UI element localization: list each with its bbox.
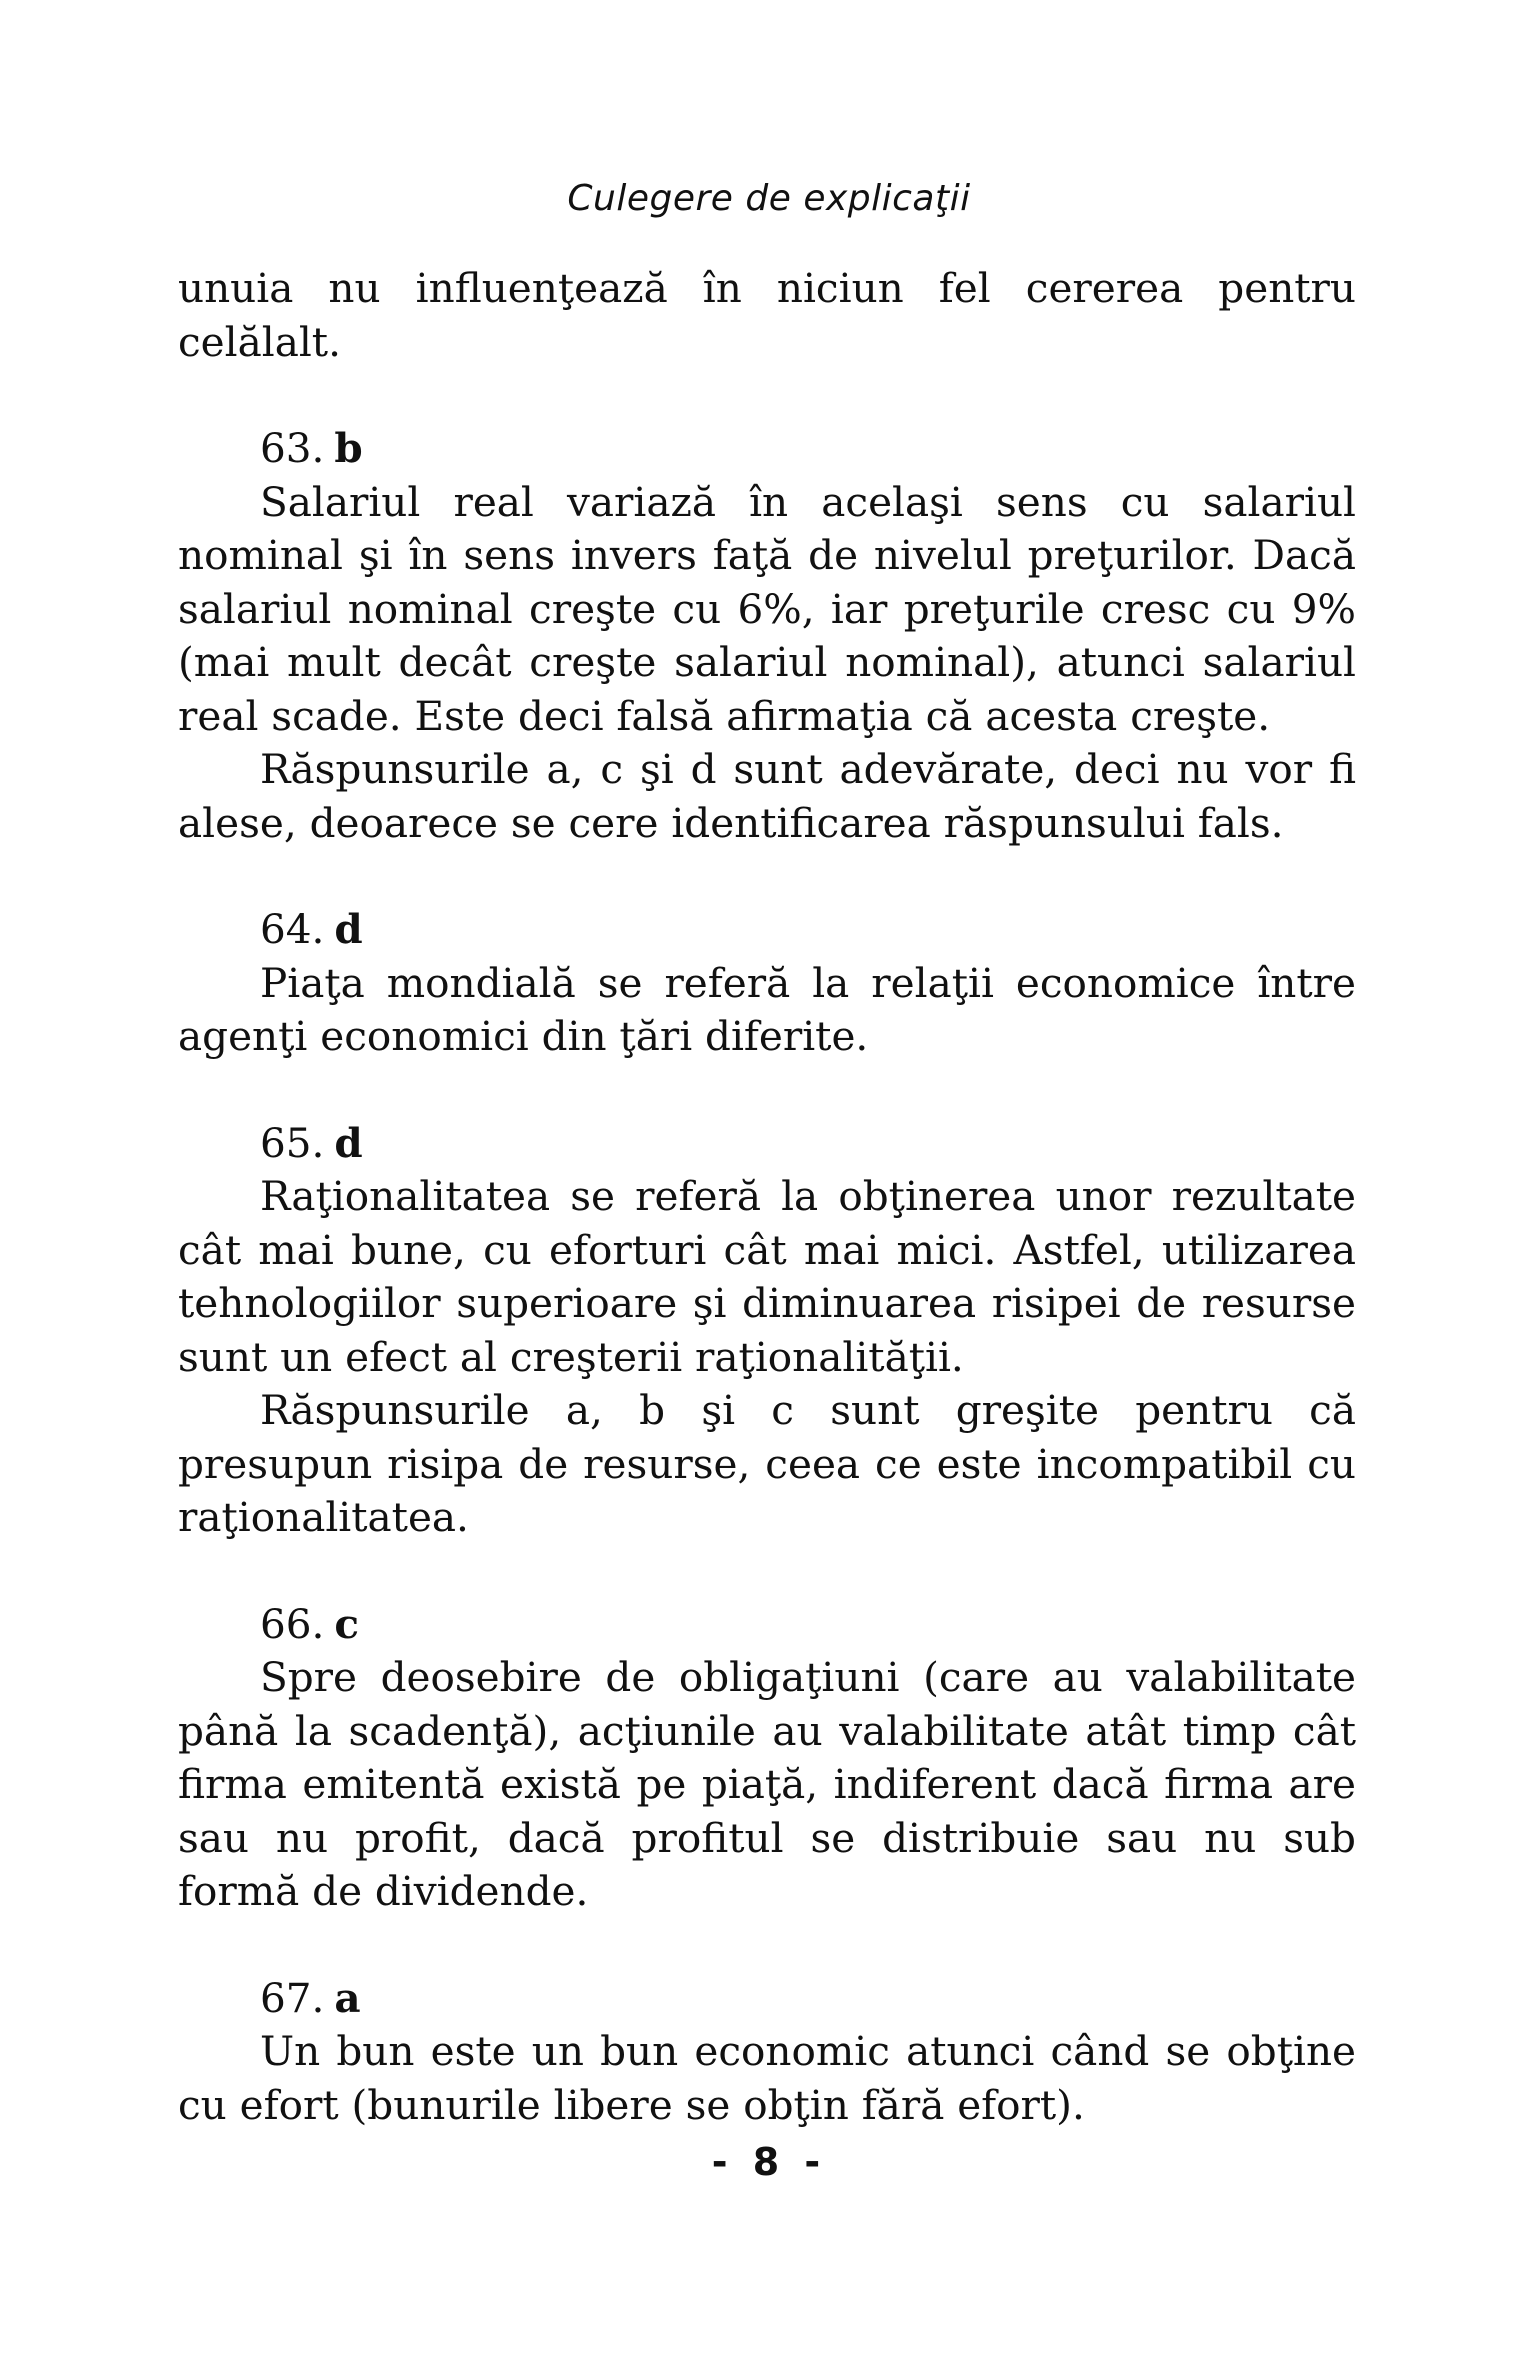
item-heading: [178, 1972, 1356, 2026]
page-number: - 8 -: [711, 2140, 827, 2184]
item-number: 64.: [260, 905, 325, 953]
answer-item-67: [178, 1972, 1356, 2133]
page-body: [178, 262, 1356, 2132]
item-number: 66.: [260, 1599, 325, 1648]
explanation-paragraph: Spre deosebire de obligaţiuni (care au valabilitate până la scadenţă), acţiunile au valabilitate atât timp cât firma emitentă există pe piaţă, indiferent dacă firma are sau nu profit, dacă profitul se distribuie sau nu sub formă de dividende.: [178, 1653, 1356, 1915]
explanation-paragraph: Răspunsurile a, b şi c sunt greşite pentru că presupun risipa de resurse, ceea ce este incompatibil cu raţionalitatea.: [178, 1386, 1356, 1541]
intro-paragraph: unuia nu influenţează în niciun fel cererea pentru celălalt.: [178, 264, 1356, 366]
item-heading: [178, 1598, 1356, 1652]
explanation-paragraph: Răspunsurile a, c şi d sunt adevărate, deci nu vor fi alese, deoarece se cere identificarea răspunsului fals.: [178, 745, 1356, 847]
answer-item-63: [178, 422, 1356, 850]
item-number: 65.: [260, 1118, 325, 1167]
answer-item-66: [178, 1598, 1356, 1919]
item-number: 63.: [260, 424, 325, 472]
explanation-paragraph: Salariul real variază în acelaşi sens cu salariul nominal şi în sens invers faţă de nivelul preţurilor. Dacă salariul nominal creşte cu 6%, iar preţurile cresc cu 9% (mai mult decât creşte salariul nominal), atunci salariul real scade. Este deci falsă afirmaţia că acesta creşte.: [178, 477, 1356, 740]
running-header: Culegere de explicaţii: [567, 178, 971, 219]
answer-item-64: [178, 903, 1356, 1064]
item-heading: [178, 903, 1356, 957]
explanation-paragraph: Piaţa mondială se referă la relaţii economice între agenţi economici din ţări diferite.: [178, 958, 1356, 1060]
item-heading: [178, 1117, 1356, 1171]
answer-letter: c: [334, 1599, 360, 1648]
explanation-paragraph: Un bun este un bun economic atunci când se obţine cu efort (bunurile libere se obţin fără efort).: [178, 2027, 1356, 2129]
explanation-paragraph: Raţionalitatea se referă la obţinerea unor rezultate cât mai bune, cu eforturi cât mai mici. Astfel, utilizarea tehnologiilor superioare şi diminuarea risipei de resurse sunt un efect al creşterii raţionalităţii.: [178, 1172, 1356, 1381]
answer-letter: d: [334, 905, 363, 953]
answer-letter: a: [334, 1973, 361, 2022]
item-heading: [178, 422, 1356, 476]
answer-item-65: [178, 1117, 1356, 1545]
item-number: 67.: [260, 1973, 325, 2022]
answer-letter: b: [334, 424, 363, 472]
answer-letter: d: [334, 1118, 363, 1167]
